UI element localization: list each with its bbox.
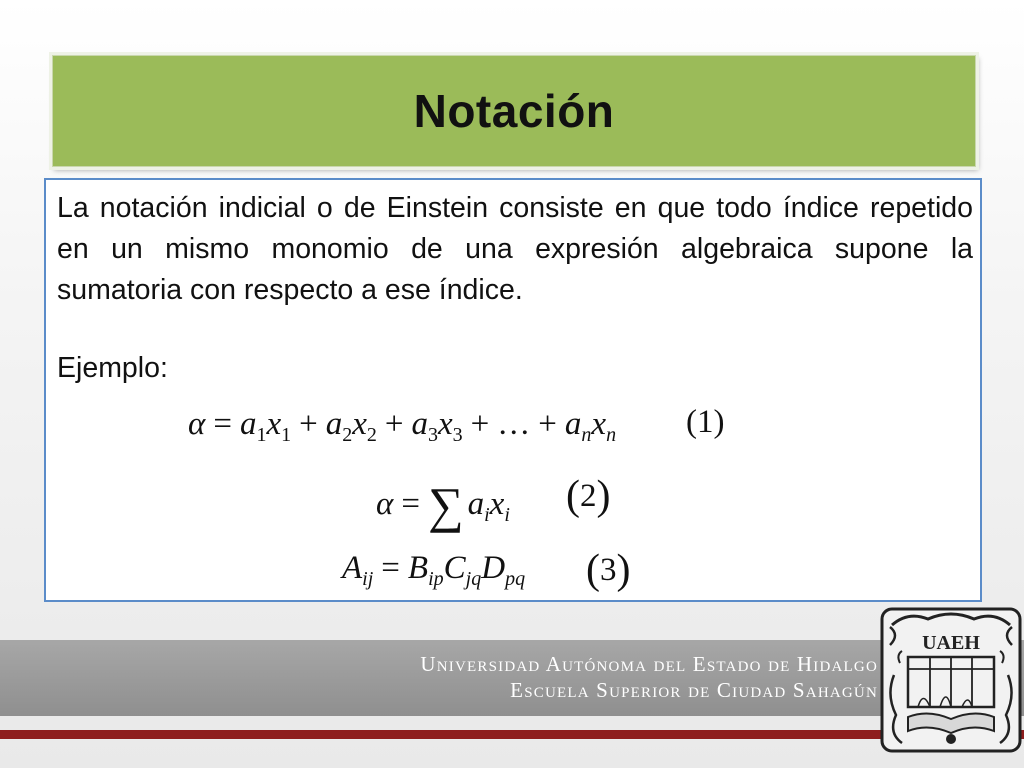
uaeh-seal-icon <box>878 605 1024 755</box>
example-label: Ejemplo: <box>57 352 168 384</box>
svg-text:UAEH: UAEH <box>922 632 980 654</box>
equation-3-number: (3) <box>586 547 631 593</box>
equation-3: $A_{ij} = B_{ip}C_{jq}D_{pq}$ <box>342 550 526 590</box>
slide-title: Notación <box>413 85 615 137</box>
definition-paragraph: La notación indicial o de Einstein consiste en que todo índice repetido en un mismo monomio de una expresión algebraica supone la sumatoria con respecto a ese índice. <box>57 192 973 306</box>
title-bar <box>52 55 976 167</box>
equation-2-number: (2) <box>566 473 611 519</box>
equation-1-number: (1) <box>686 404 725 440</box>
equation-1: $\alpha = a_1x_1 + a_2x_2 + a_3x_3$ + … + $a_nx_n$ <box>188 406 617 446</box>
university-name: Universidad Autónoma del Estado de Hidalgo <box>420 652 878 676</box>
footer-red-line <box>0 730 1024 739</box>
school-name: Escuela Superior de Ciudad Sahagún <box>510 678 878 702</box>
content-box <box>44 178 982 602</box>
summation-symbol: ∑ <box>427 477 464 533</box>
equation-2: α = ∑ $a_ix_i$ <box>376 477 510 533</box>
